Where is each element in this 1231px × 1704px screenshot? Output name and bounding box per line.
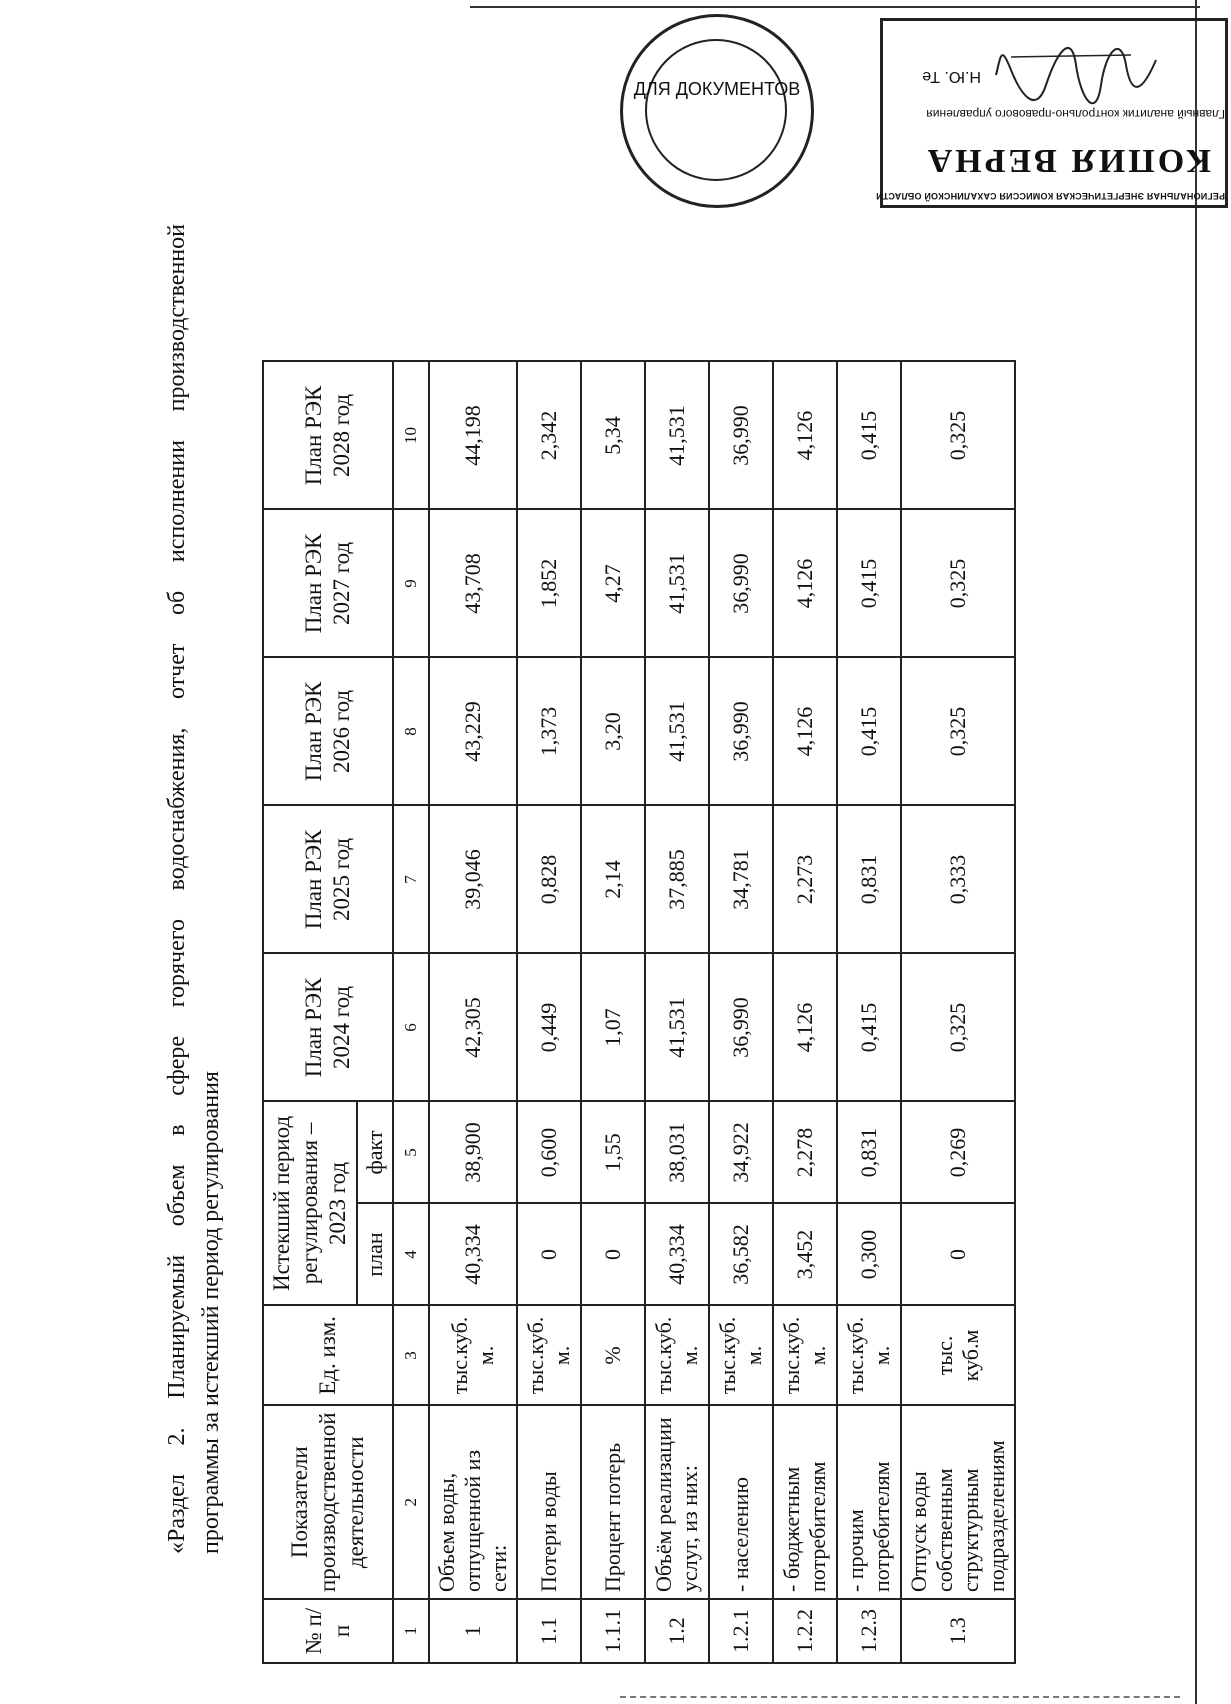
row-plan-2027: 4,27: [581, 509, 645, 657]
row-plan-2028: 0,415: [837, 361, 901, 509]
row-plan-2028: 36,990: [709, 361, 773, 509]
row-plan-2025: 2,14: [581, 805, 645, 953]
row-plan-2027: 36,990: [709, 509, 773, 657]
row-indicator: Объем воды, отпущенной из сети:: [429, 1405, 517, 1599]
section-heading: [160, 224, 228, 1554]
table-row: [429, 361, 517, 1663]
table-row: [581, 361, 645, 1663]
row-unit: %: [581, 1305, 645, 1405]
row-number: 1.2.3: [837, 1599, 901, 1663]
header-num: № п/п: [263, 1599, 393, 1663]
stamp-position: Главный аналитик контрольно-правового управления: [926, 107, 1225, 121]
table-row: [901, 361, 1015, 1663]
row-plan-2027: 0,415: [837, 509, 901, 657]
heading-line-2: программы за истекший период регулирования: [198, 1071, 224, 1554]
row-number: 1.2.2: [773, 1599, 837, 1663]
row-number: 1.3: [901, 1599, 1015, 1663]
column-index-cell: 1: [393, 1599, 429, 1663]
row-plan-2024: 36,990: [709, 953, 773, 1101]
row-number: 1.1.1: [581, 1599, 645, 1663]
table-row: [645, 361, 709, 1663]
column-index-cell: 8: [393, 657, 429, 805]
row-plan-2025: 0,831: [837, 805, 901, 953]
row-number: 1: [429, 1599, 517, 1663]
row-number: 1.2.1: [709, 1599, 773, 1663]
round-seal: [620, 14, 814, 208]
seal-inner-ring: [645, 39, 787, 181]
row-plan-2027: 0,325: [901, 509, 1015, 657]
row-plan-2026: 4,126: [773, 657, 837, 805]
row-plan-2023: 0: [517, 1203, 581, 1305]
row-plan-2024: 41,531: [645, 953, 709, 1101]
row-plan-2025: 39,046: [429, 805, 517, 953]
row-plan-2027: 1,852: [517, 509, 581, 657]
row-fact-2023: 34,922: [709, 1101, 773, 1203]
row-fact-2023: 0,831: [837, 1101, 901, 1203]
column-index-cell: 6: [393, 953, 429, 1101]
row-plan-2028: 2,342: [517, 361, 581, 509]
row-number: 1.2: [645, 1599, 709, 1663]
row-plan-2024: 0,449: [517, 953, 581, 1101]
row-indicator: Потери воды: [517, 1405, 581, 1599]
row-plan-2025: 0,333: [901, 805, 1015, 953]
row-plan-2023: 36,582: [709, 1203, 773, 1305]
header-plan: план: [357, 1203, 393, 1305]
row-indicator: - прочим потребителям: [837, 1405, 901, 1599]
row-plan-2027: 41,531: [645, 509, 709, 657]
header-fact: факт: [357, 1101, 393, 1203]
stamp-organization: РЕГИОНАЛЬНАЯ ЭНЕРГЕТИЧЕСКАЯ КОМИССИЯ САХАЛИНСКОЙ ОБЛАСТИ: [875, 191, 1225, 201]
row-plan-2026: 0,325: [901, 657, 1015, 805]
stamp-title: КОПИЯ ВЕРНА: [924, 142, 1211, 179]
header-2024: План РЭК 2024 год: [263, 953, 393, 1101]
table-row: [837, 361, 901, 1663]
row-number: 1.1: [517, 1599, 581, 1663]
row-plan-2026: 1,373: [517, 657, 581, 805]
row-plan-2026: 41,531: [645, 657, 709, 805]
row-unit: тыс.куб. м.: [773, 1305, 837, 1405]
row-indicator: Отпуск воды собственным структурным подразделениям: [901, 1405, 1015, 1599]
header-2027: План РЭК 2027 год: [263, 509, 393, 657]
column-index-cell: 5: [393, 1101, 429, 1203]
row-fact-2023: 0,269: [901, 1101, 1015, 1203]
row-plan-2025: 37,885: [645, 805, 709, 953]
row-plan-2027: 43,708: [429, 509, 517, 657]
row-indicator: - населению: [709, 1405, 773, 1599]
header-2025: План РЭК 2025 год: [263, 805, 393, 953]
row-fact-2023: 1,55: [581, 1101, 645, 1203]
row-indicator: - бюджетным потребителям: [773, 1405, 837, 1599]
column-index-cell: 4: [393, 1203, 429, 1305]
row-plan-2023: 3,452: [773, 1203, 837, 1305]
row-plan-2024: 0,415: [837, 953, 901, 1101]
row-plan-2023: 40,334: [429, 1203, 517, 1305]
stamp-content: [875, 15, 1231, 205]
row-plan-2024: 42,305: [429, 953, 517, 1101]
row-fact-2023: 38,031: [645, 1101, 709, 1203]
column-index-cell: 7: [393, 805, 429, 953]
row-plan-2026: 43,229: [429, 657, 517, 805]
row-unit: тыс.куб. м.: [837, 1305, 901, 1405]
row-plan-2026: 36,990: [709, 657, 773, 805]
row-plan-2023: 0: [901, 1203, 1015, 1305]
row-plan-2023: 0: [581, 1203, 645, 1305]
table-row: [517, 361, 581, 1663]
column-index-cell: 10: [393, 361, 429, 509]
row-plan-2023: 0,300: [837, 1203, 901, 1305]
signature-mark: [991, 45, 1161, 105]
row-plan-2028: 41,531: [645, 361, 709, 509]
row-plan-2024: 0,325: [901, 953, 1015, 1101]
row-unit: тыс.куб. м.: [429, 1305, 517, 1405]
row-plan-2028: 4,126: [773, 361, 837, 509]
seal-text: ДЛЯ ДОКУМЕНТОВ: [633, 79, 801, 99]
row-plan-2024: 4,126: [773, 953, 837, 1101]
copy-certified-stamp: [875, 18, 1228, 208]
row-plan-2028: 44,198: [429, 361, 517, 509]
row-plan-2028: 0,325: [901, 361, 1015, 509]
row-plan-2026: 0,415: [837, 657, 901, 805]
header-2026: План РЭК 2026 год: [263, 657, 393, 805]
row-unit: тыс.куб. м.: [709, 1305, 773, 1405]
row-indicator: Процент потерь: [581, 1405, 645, 1599]
header-2028: План РЭК 2028 год: [263, 361, 393, 509]
column-index-cell: 2: [393, 1405, 429, 1599]
row-plan-2028: 5,34: [581, 361, 645, 509]
row-fact-2023: 38,900: [429, 1101, 517, 1203]
column-index-cell: 9: [393, 509, 429, 657]
row-plan-2025: 0,828: [517, 805, 581, 953]
header-unit: Ед. изм.: [263, 1305, 393, 1405]
column-index-cell: 3: [393, 1305, 429, 1405]
table-body: [429, 361, 1015, 1663]
heading-line-1: «Раздел 2. Планируемый объем в сфере горячего водоснабжения, отчет об исполнении производственной: [164, 224, 190, 1554]
row-unit: тыс.куб. м.: [517, 1305, 581, 1405]
row-plan-2025: 2,273: [773, 805, 837, 953]
row-fact-2023: 0,600: [517, 1101, 581, 1203]
header-period: Истекший период регулирования – 2023 год: [263, 1101, 357, 1305]
row-plan-2027: 4,126: [773, 509, 837, 657]
row-plan-2024: 1,07: [581, 953, 645, 1101]
row-fact-2023: 2,278: [773, 1101, 837, 1203]
production-table: [262, 360, 1016, 1664]
row-unit: тыс. куб.м: [901, 1305, 1015, 1405]
table-row: [773, 361, 837, 1663]
column-index-row: [393, 361, 429, 1663]
stamp-signatory-name: Н.Ю. Те: [922, 68, 981, 85]
row-indicator: Объём реализации услуг, из них:: [645, 1405, 709, 1599]
row-plan-2023: 40,334: [645, 1203, 709, 1305]
row-plan-2025: 34,781: [709, 805, 773, 953]
row-plan-2026: 3,20: [581, 657, 645, 805]
header-indicator: Показатели производственной деятельности: [263, 1405, 393, 1599]
row-unit: тыс.куб. м.: [645, 1305, 709, 1405]
table-row: [709, 361, 773, 1663]
